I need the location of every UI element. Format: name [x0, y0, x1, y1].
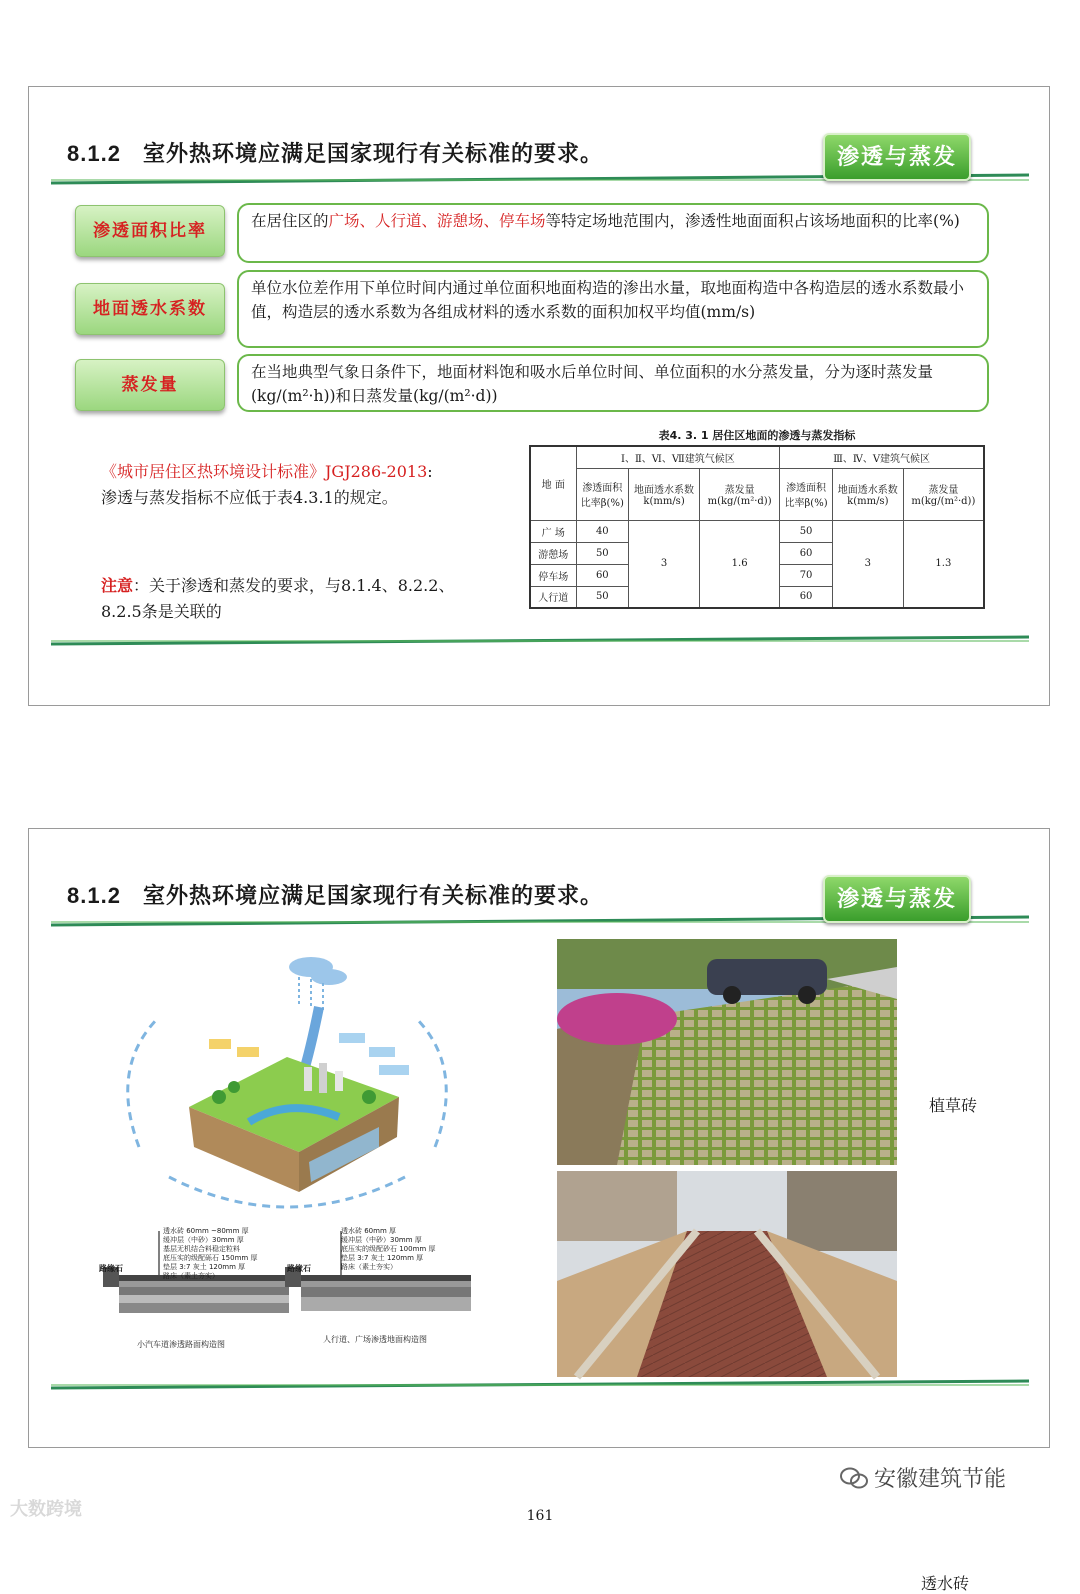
slide-1-title	[67, 137, 603, 168]
table-cell: 停车场	[530, 564, 576, 586]
table-cell: 人行道	[530, 586, 576, 608]
slide-2-title	[67, 879, 603, 910]
watermark-account	[840, 1462, 1006, 1493]
layer-label: 缓冲层（中砂）30mm 厚	[163, 1236, 244, 1244]
note	[101, 573, 481, 625]
topic-tag: 渗透与蒸发	[823, 875, 971, 923]
sponge-city-illustration	[99, 947, 475, 1217]
definition-permeability-coefficient: 单位水位差作用下单位时间内通过单位面积地面构造的渗出水量，取地面构造中各构造层的透水系数最小值，构造层的透水系数为各组成材料的透水系数的面积加权平均值(mm/s)	[237, 270, 989, 348]
table-zone2-header: Ⅲ、Ⅳ、Ⅴ建筑气候区	[780, 446, 984, 468]
grass-paver-photo	[557, 939, 897, 1165]
layer-label: 路床（素土夯实）	[341, 1263, 397, 1271]
curb-label-left: 路缘石	[99, 1264, 123, 1273]
car-lane-caption: 小汽车道渗透路面构造图	[137, 1340, 225, 1349]
definition-evaporation: 在当地典型气象日条件下，地面材料饱和吸水后单位时间、单位面积的水分蒸发量，分为逐时蒸发量(kg/(m²·h))和日蒸发量(kg/(m²·d))	[237, 354, 989, 412]
table-row	[530, 520, 984, 542]
table-col-ratio: 渗透面积比率β(%)	[780, 468, 833, 520]
layer-label: 底压实的级配砾石 150mm 厚	[163, 1254, 258, 1262]
watermark-brand: 大数跨境	[10, 1499, 82, 1520]
layer-label: 透水砖 60mm ~80mm 厚	[163, 1227, 249, 1235]
table-cell: 1.3	[903, 520, 984, 608]
table-cell: 70	[780, 564, 833, 586]
layer-label: 底压实的级配砂石 100mm 厚	[341, 1245, 436, 1253]
term-permeable-ratio: 渗透面积比率	[75, 205, 225, 257]
definition-permeable-ratio	[237, 203, 989, 263]
table-cell: 游憩场	[530, 542, 576, 564]
layer-label: 垫层 3:7 灰土 120mm 厚	[341, 1254, 424, 1262]
table-cell: 60	[780, 542, 833, 564]
layer-label: 透水砖 60mm 厚	[341, 1227, 396, 1235]
car-lane-layer-labels	[163, 1227, 257, 1281]
term-permeability-coefficient: 地面透水系数	[75, 283, 225, 335]
permeable-brick-caption: 透水砖	[921, 1574, 970, 1593]
standard-text: 渗透与蒸发指标不应低于表4.3.1的规定。	[101, 488, 398, 507]
table-cell: 3	[832, 520, 903, 608]
table-col-m: 蒸发量m(kg/(m²·d))	[699, 468, 779, 520]
bottom-rule	[51, 1377, 1029, 1391]
table-col-ratio: 渗透面积比率β(%)	[576, 468, 629, 520]
grass-paver-caption: 植草砖	[929, 1096, 978, 1115]
def1-text-a: 在居住区的	[251, 212, 329, 230]
table-cell: 40	[576, 520, 629, 542]
table-cell: 3	[629, 520, 700, 608]
slide-1	[28, 86, 1050, 706]
table-title: 表4. 3. 1 居住区地面的渗透与蒸发指标	[658, 429, 856, 442]
layer-label: 基层无机结合料稳定粒料	[163, 1245, 240, 1253]
title-number: 8.1.2	[67, 141, 121, 166]
table-cell: 1.6	[699, 520, 779, 608]
standard-colon: :	[427, 462, 433, 481]
layer-label: 缓冲层（中砂）30mm 厚	[341, 1236, 422, 1244]
page-number: 161	[526, 1508, 554, 1524]
def1-text-b: 等特定场地范围内，渗透性地面面积占该场地面积的比率(%)	[545, 212, 960, 230]
def1-highlight: 广场、人行道、游憩场、停车场	[328, 212, 546, 230]
table-row-header: 地 面	[530, 446, 576, 520]
sidewalk-layer-labels	[341, 1227, 435, 1272]
permeation-evaporation-table	[529, 445, 985, 609]
table-cell: 50	[780, 520, 833, 542]
bottom-rule	[51, 633, 1029, 647]
standard-name: 《城市居住区热环境设计标准》JGJ286-2013	[101, 462, 428, 481]
title-text: 室外热环境应满足国家现行有关标准的要求。	[142, 142, 603, 167]
permeable-brick-photo	[557, 1171, 897, 1377]
table-zone1-header: Ⅰ、Ⅱ、Ⅵ、Ⅶ建筑气候区	[576, 446, 780, 468]
topic-tag: 渗透与蒸发	[823, 133, 971, 181]
standard-reference	[101, 459, 433, 511]
wechat-icon	[840, 1467, 868, 1489]
table-col-m: 蒸发量m(kg/(m²·d))	[903, 468, 984, 520]
sidewalk-caption: 人行道、广场渗透地面构造图	[323, 1335, 427, 1344]
term-evaporation: 蒸发量	[75, 359, 225, 411]
title-text: 室外热环境应满足国家现行有关标准的要求。	[142, 884, 603, 909]
table-cell: 广 场	[530, 520, 576, 542]
curb-label-right: 路缘石	[287, 1264, 311, 1273]
title-number: 8.1.2	[67, 883, 121, 908]
note-label: 注意	[101, 576, 134, 595]
table-cell: 50	[576, 586, 629, 608]
table-cell: 60	[576, 564, 629, 586]
table-col-k: 地面透水系数k(mm/s)	[832, 468, 903, 520]
layer-label: 路床（素土夯实）	[163, 1272, 219, 1280]
table-cell: 60	[780, 586, 833, 608]
table-cell: 50	[576, 542, 629, 564]
note-text: ：关于渗透和蒸发的要求，与8.1.4、8.2.2、8.2.5条是关联的	[101, 576, 455, 621]
layer-label: 垫层 3:7 灰土 120mm 厚	[163, 1263, 246, 1271]
watermark-account-name: 安徽建筑节能	[874, 1467, 1007, 1492]
table-col-k: 地面透水系数k(mm/s)	[629, 468, 700, 520]
